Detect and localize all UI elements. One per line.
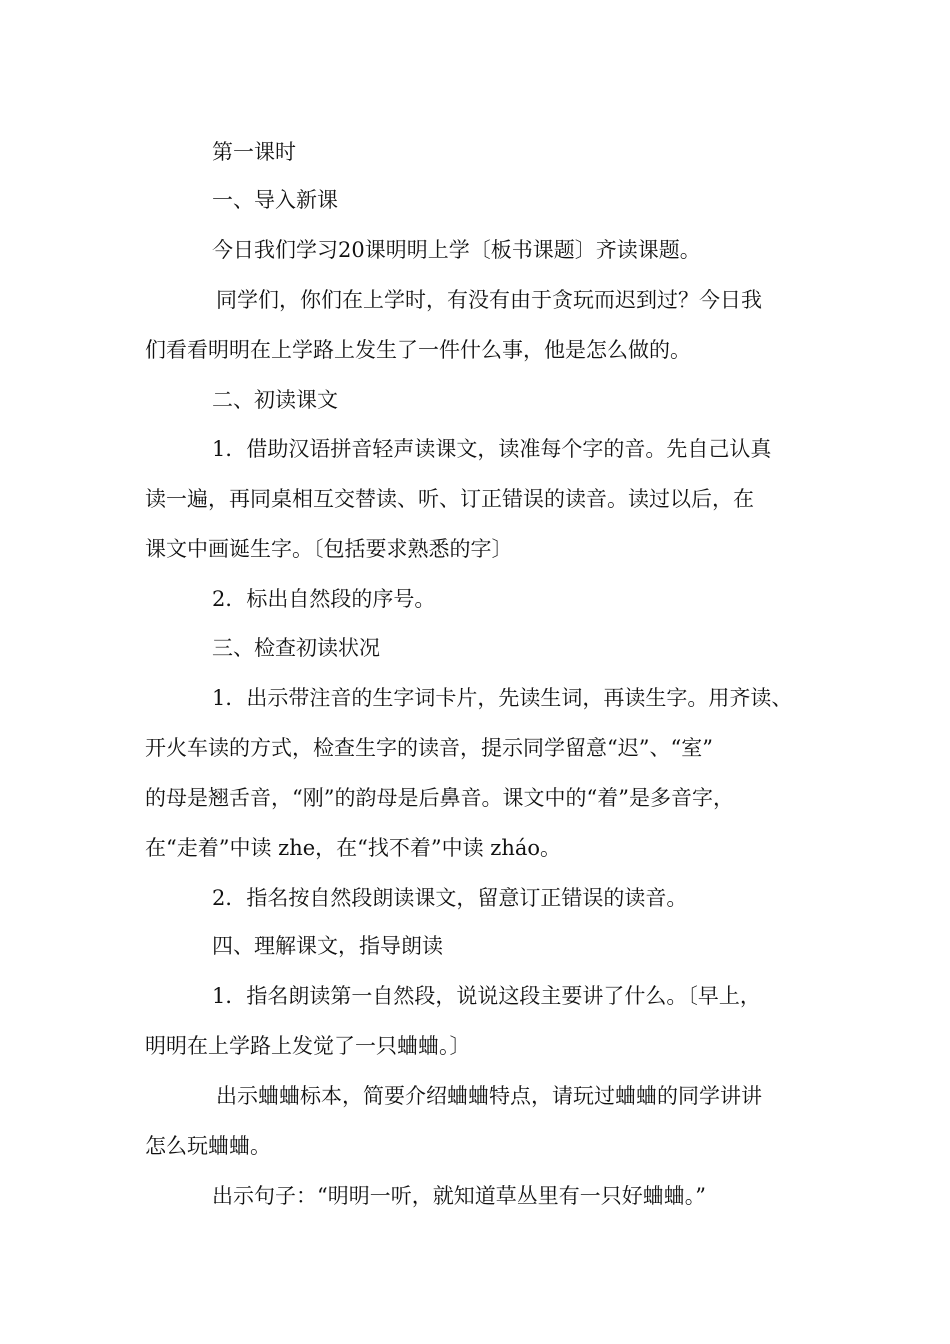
paragraph-line: 们看看明明在上学路上发生了一件什么事，他是怎么做的。 xyxy=(145,338,691,362)
paragraph-line: 2．指名按自然段朗读课文，留意订正错误的读音。 xyxy=(212,886,688,910)
paragraph-line: 的母是翘舌音，“刚”的韵母是后鼻音。课文中的“着”是多音字， xyxy=(145,786,734,810)
paragraph-line: 1．指名朗读第一自然段，说说这段主要讲了什么。〔早上， xyxy=(212,984,761,1008)
section-heading-intro: 一、导入新课 xyxy=(212,188,338,212)
paragraph-line: 开火车读的方式，检查生字的读音，提示同学留意“迟”、“室” xyxy=(145,736,713,760)
paragraph-line: 今日我们学习20课明明上学〔板书课题〕齐读课题。 xyxy=(212,238,701,262)
paragraph-line: 同学们，你们在上学时，有没有由于贪玩而迟到过？今日我 xyxy=(216,288,762,312)
paragraph-line: 出示句子：“明明一听，就知道草丛里有一只好蛐蛐。” xyxy=(212,1184,706,1208)
paragraph-line: 明明在上学路上发觉了一只蛐蛐。〕 xyxy=(145,1034,471,1058)
paragraph-line: 1．借助汉语拼音轻声读课文，读准每个字的音。先自己认真 xyxy=(212,437,772,461)
section-heading-first-reading: 二、初读课文 xyxy=(212,388,338,412)
paragraph-line: 2．标出自然段的序号。 xyxy=(212,587,436,611)
paragraph-line: 课文中画诞生字。〔包括要求熟悉的字〕 xyxy=(145,537,513,561)
section-heading-understanding: 四、理解课文，指导朗读 xyxy=(212,934,443,958)
lesson-period-heading: 第一课时 xyxy=(212,140,296,164)
paragraph-line: 读一遍，再同桌相互交替读、听、订正错误的读音。读过以后，在 xyxy=(145,487,754,511)
paragraph-line: 怎么玩蛐蛐。 xyxy=(145,1134,271,1158)
paragraph-line: 1．出示带注音的生字词卡片，先读生词，再读生字。用齐读、 xyxy=(212,686,793,710)
paragraph-line: 在“走着”中读 zhe，在“找不着”中读 zháo。 xyxy=(145,836,562,860)
section-heading-check: 三、检查初读状况 xyxy=(212,636,380,660)
paragraph-line: 出示蛐蛐标本，简要介绍蛐蛐特点，请玩过蛐蛐的同学讲讲 xyxy=(216,1084,762,1108)
